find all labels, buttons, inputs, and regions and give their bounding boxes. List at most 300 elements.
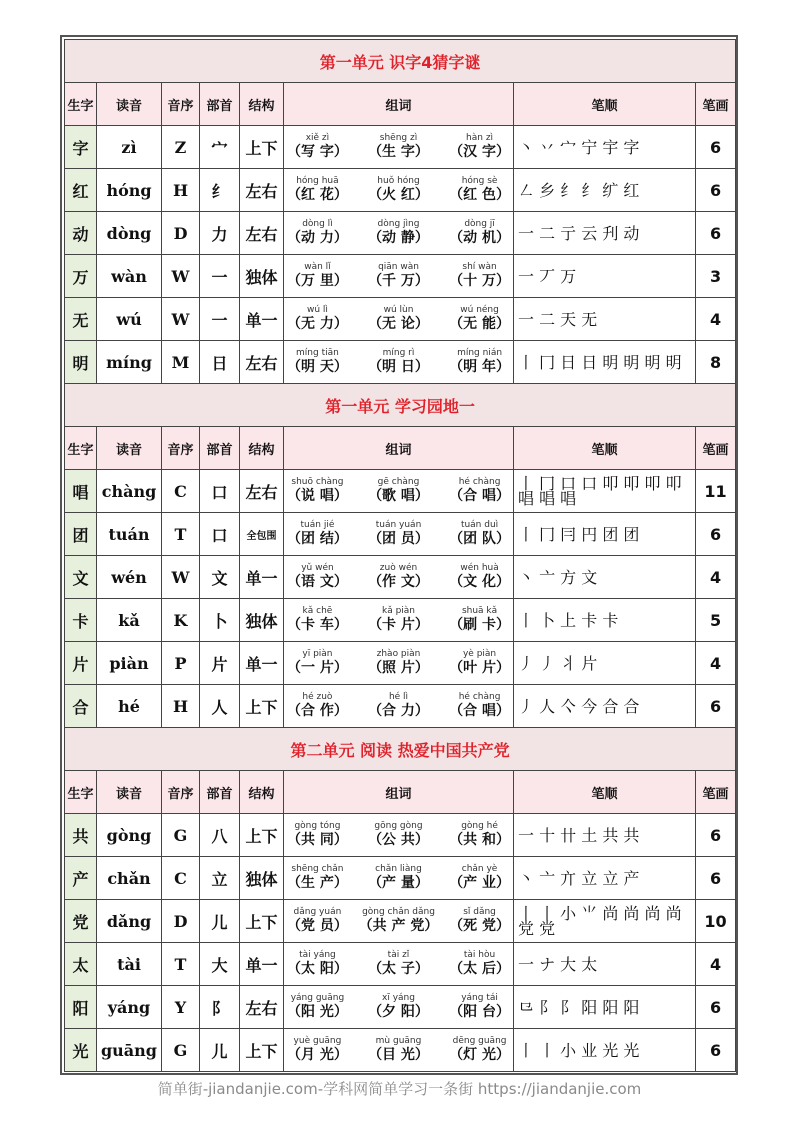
word: [287, 864, 348, 892]
word: [368, 348, 429, 376]
word-group: [284, 943, 514, 986]
word: [368, 864, 429, 892]
stroke-count: 3: [696, 255, 736, 298]
word-group: [284, 986, 514, 1029]
pinyin: chàng: [97, 470, 162, 513]
word-chars: （产 量）: [368, 875, 429, 891]
word-group: [284, 212, 514, 255]
word-chars: （万 里）: [287, 273, 348, 289]
radical: 纟: [200, 169, 240, 212]
pinyin: wén: [97, 556, 162, 599]
table-row: [65, 341, 736, 384]
pinyin-initial: H: [162, 685, 200, 728]
word-pinyin: kǎ chē: [302, 606, 333, 616]
structure: 上下: [240, 814, 284, 857]
column-header: 读音: [97, 83, 162, 126]
word-chars: （刷 卡）: [449, 617, 510, 633]
word-group: [284, 126, 514, 169]
word-chars: （动 力）: [287, 230, 348, 246]
radical: 卜: [200, 599, 240, 642]
word-group: [284, 513, 514, 556]
word-chars: （生 字）: [368, 144, 429, 160]
radical: 力: [200, 212, 240, 255]
word: [368, 821, 429, 849]
word-chars: （卡 片）: [368, 617, 429, 633]
word-pinyin: wú lùn: [383, 305, 414, 315]
structure: 左右: [240, 169, 284, 212]
pinyin-initial: D: [162, 212, 200, 255]
column-header: 音序: [162, 427, 200, 470]
word-pinyin: wú néng: [460, 305, 499, 315]
section-title-row: [65, 384, 736, 427]
pinyin-initial: C: [162, 857, 200, 900]
word-chars: （团 结）: [287, 531, 348, 547]
pinyin-initial: K: [162, 599, 200, 642]
pinyin-initial: W: [162, 298, 200, 341]
character: 合: [65, 685, 97, 728]
word-pinyin: chǎn yè: [461, 864, 498, 874]
word-pinyin: yǔ wén: [301, 563, 334, 573]
word-pinyin: hé zuò: [302, 692, 333, 702]
stroke-order: 丿 人 亽 今 合 合: [514, 685, 696, 728]
structure: 上下: [240, 126, 284, 169]
word: [287, 477, 348, 505]
stroke-order: 丶 丷 宀 宁 宇 字: [514, 126, 696, 169]
word-chars: （合 作）: [287, 703, 348, 719]
character: 产: [65, 857, 97, 900]
column-header: 结构: [240, 427, 284, 470]
word-pinyin: dòng jìng: [377, 219, 420, 229]
table-row: [65, 857, 736, 900]
structure: 独体: [240, 857, 284, 900]
word-pinyin: zuò wén: [379, 563, 418, 573]
radical: 文: [200, 556, 240, 599]
stroke-order: ㇜ 乡 纟 纟 纩 红: [514, 169, 696, 212]
radical: 口: [200, 470, 240, 513]
word-chars: （明 年）: [449, 359, 510, 375]
radical: 儿: [200, 1029, 240, 1072]
pinyin: dǎng: [97, 900, 162, 943]
word: [449, 133, 510, 161]
word-chars: （歌 唱）: [368, 488, 429, 504]
word-pinyin: yī piàn: [302, 649, 333, 659]
word: [449, 1036, 510, 1064]
word-chars: （红 花）: [287, 187, 348, 203]
word-pinyin: tài hòu: [463, 950, 496, 960]
word-pinyin: tài zǐ: [387, 950, 410, 960]
word: [287, 305, 348, 333]
stroke-order: 丨 丨 小 业 光 光: [514, 1029, 696, 1072]
word-chars: （共 同）: [287, 832, 348, 848]
stroke-order: 丨 冂 口 口 叩 叩 叩 叩 唱 唱 唱: [514, 470, 696, 513]
word-chars: （夕 阳）: [368, 1004, 429, 1020]
word-pinyin: wú lì: [306, 305, 328, 315]
word: [368, 262, 429, 290]
column-header: 笔画: [696, 427, 736, 470]
word-pinyin: míng tiān: [296, 348, 339, 358]
column-header: 笔顺: [514, 427, 696, 470]
word-group: [284, 341, 514, 384]
word: [449, 649, 510, 677]
section-title: 第二单元 阅读 热爱中国共产党: [65, 728, 736, 771]
stroke-order: 丶 亠 亣 立 立 产: [514, 857, 696, 900]
word-chars: （红 色）: [449, 187, 510, 203]
word: [449, 176, 510, 204]
word: [449, 305, 510, 333]
word: [287, 950, 348, 978]
watermark: 简单街-jiandanjie.com-学科网简单学习一条街 https://jiandanjie.com: [157, 1080, 642, 1098]
word-chars: （无 能）: [449, 316, 510, 332]
radical: 一: [200, 298, 240, 341]
structure: 左右: [240, 212, 284, 255]
word-pinyin: mù guāng: [375, 1036, 422, 1046]
column-header: 笔画: [696, 83, 736, 126]
word: [368, 649, 429, 677]
pinyin: hóng: [97, 169, 162, 212]
word-pinyin: gē chàng: [377, 477, 420, 487]
word-pinyin: yè piàn: [462, 649, 497, 659]
column-header: 音序: [162, 771, 200, 814]
word: [287, 649, 348, 677]
structure: 左右: [240, 986, 284, 1029]
word: [449, 219, 510, 247]
structure: 左右: [240, 470, 284, 513]
word-chars: （动 静）: [368, 230, 429, 246]
pinyin-initial: Z: [162, 126, 200, 169]
radical: 儿: [200, 900, 240, 943]
table-row: [65, 986, 736, 1029]
column-header: 读音: [97, 771, 162, 814]
word: [449, 950, 510, 978]
stroke-count: 4: [696, 642, 736, 685]
word-chars: （明 天）: [287, 359, 348, 375]
word-chars: （生 产）: [287, 875, 348, 891]
radical: 人: [200, 685, 240, 728]
word-pinyin: huǒ hóng: [377, 176, 420, 186]
word-pinyin: tuán jié: [300, 520, 335, 530]
stroke-order: 丨 冂 冃 円 团 团: [514, 513, 696, 556]
word-chars: （说 唱）: [287, 488, 348, 504]
word-chars: （党 员）: [287, 918, 348, 934]
word: [287, 176, 348, 204]
pinyin: tài: [97, 943, 162, 986]
word-chars: （阳 台）: [449, 1004, 510, 1020]
stroke-order: 一 二 亍 云 刋 动: [514, 212, 696, 255]
word-group: [284, 556, 514, 599]
stroke-order: 一 二 天 无: [514, 298, 696, 341]
word: [287, 692, 348, 720]
word-pinyin: xiě zì: [305, 133, 330, 143]
word-group: [284, 1029, 514, 1072]
structure: 上下: [240, 685, 284, 728]
stroke-count: 6: [696, 685, 736, 728]
table-row: [65, 513, 736, 556]
stroke-count: 6: [696, 1029, 736, 1072]
word: [449, 563, 510, 591]
pinyin: guāng: [97, 1029, 162, 1072]
radical: 大: [200, 943, 240, 986]
radical: 阝: [200, 986, 240, 1029]
pinyin-initial: C: [162, 470, 200, 513]
column-header: 生字: [65, 771, 97, 814]
word: [368, 563, 429, 591]
word-pinyin: zhào piàn: [376, 649, 421, 659]
pinyin: piàn: [97, 642, 162, 685]
word: [368, 219, 429, 247]
stroke-count: 4: [696, 298, 736, 341]
word-chars: （团 员）: [368, 531, 429, 547]
word-chars: （公 共）: [368, 832, 429, 848]
word-pinyin: dēng guāng: [452, 1036, 507, 1046]
column-header: 生字: [65, 83, 97, 126]
stroke-order: 丶 亠 方 文: [514, 556, 696, 599]
word-chars: （作 文）: [368, 574, 429, 590]
word: [449, 348, 510, 376]
table-row: [65, 169, 736, 212]
word: [368, 477, 429, 505]
stroke-count: 6: [696, 814, 736, 857]
pinyin-initial: D: [162, 900, 200, 943]
word-chars: （无 论）: [368, 316, 429, 332]
word: [449, 477, 510, 505]
structure: 单一: [240, 642, 284, 685]
word: [368, 692, 429, 720]
column-header: 音序: [162, 83, 200, 126]
table-row: [65, 943, 736, 986]
word-chars: （太 阳）: [287, 961, 348, 977]
word-pinyin: gòng tóng: [294, 821, 341, 831]
stroke-count: 6: [696, 212, 736, 255]
word-pinyin: yáng guāng: [290, 993, 345, 1003]
word-group: [284, 814, 514, 857]
stroke-count: 8: [696, 341, 736, 384]
word: [287, 1036, 348, 1064]
word: [287, 907, 348, 935]
structure: 左右: [240, 341, 284, 384]
word: [449, 821, 510, 849]
word-pinyin: hóng huā: [296, 176, 339, 186]
word-pinyin: shuā kǎ: [461, 606, 498, 616]
word-pinyin: tuán yuán: [375, 520, 422, 530]
character: 唱: [65, 470, 97, 513]
stroke-order: 丿 丿 ⺦ 片: [514, 642, 696, 685]
pinyin: hé: [97, 685, 162, 728]
character: 明: [65, 341, 97, 384]
table-row: [65, 685, 736, 728]
word-pinyin: yáng tái: [461, 993, 498, 1003]
stroke-count: 11: [696, 470, 736, 513]
word-group: [284, 599, 514, 642]
word-pinyin: dǎng yuán: [293, 907, 342, 917]
word-group: [284, 255, 514, 298]
word-group: [284, 470, 514, 513]
word-pinyin: gòng chǎn dǎng: [362, 907, 435, 917]
character: 片: [65, 642, 97, 685]
word: [449, 692, 510, 720]
word-group: [284, 298, 514, 341]
stroke-count: 6: [696, 513, 736, 556]
pinyin: gòng: [97, 814, 162, 857]
word: [287, 821, 348, 849]
word: [287, 563, 348, 591]
pinyin: wú: [97, 298, 162, 341]
character: 共: [65, 814, 97, 857]
word-pinyin: shēng chǎn: [291, 864, 344, 874]
column-header: 组词: [284, 83, 514, 126]
stroke-count: 5: [696, 599, 736, 642]
table-row: [65, 642, 736, 685]
structure: 单一: [240, 298, 284, 341]
word-chars: （卡 车）: [287, 617, 348, 633]
word-chars: （灯 光）: [449, 1047, 510, 1063]
word-chars: （共 产 党）: [358, 918, 439, 934]
structure: 独体: [240, 599, 284, 642]
word: [368, 993, 429, 1021]
word: [287, 348, 348, 376]
structure: 独体: [240, 255, 284, 298]
word: [368, 133, 429, 161]
word: [287, 520, 348, 548]
radical: 八: [200, 814, 240, 857]
word: [368, 606, 429, 634]
column-header: 读音: [97, 427, 162, 470]
character: 文: [65, 556, 97, 599]
stroke-order: 丨 卜 上 卡 卡: [514, 599, 696, 642]
pinyin: chǎn: [97, 857, 162, 900]
word-chars: （明 日）: [368, 359, 429, 375]
character: 红: [65, 169, 97, 212]
word-chars: （产 业）: [449, 875, 510, 891]
word-chars: （合 唱）: [449, 488, 510, 504]
pinyin: kǎ: [97, 599, 162, 642]
word: [287, 993, 348, 1021]
word-pinyin: yuè guāng: [293, 1036, 342, 1046]
word-pinyin: gòng hé: [461, 821, 498, 831]
pinyin: míng: [97, 341, 162, 384]
word-chars: （语 文）: [287, 574, 348, 590]
table-row: [65, 255, 736, 298]
section-title-row: [65, 728, 736, 771]
word-pinyin: dòng lì: [302, 219, 333, 229]
character: 光: [65, 1029, 97, 1072]
word: [449, 907, 510, 935]
word-chars: （写 字）: [287, 144, 348, 160]
pinyin: dòng: [97, 212, 162, 255]
character: 字: [65, 126, 97, 169]
word: [368, 520, 429, 548]
pinyin: zì: [97, 126, 162, 169]
table-row: [65, 298, 736, 341]
word: [449, 864, 510, 892]
column-header: 笔顺: [514, 83, 696, 126]
character: 党: [65, 900, 97, 943]
word-pinyin: míng rì: [382, 348, 415, 358]
word: [449, 993, 510, 1021]
stroke-order: ⺋ 阝 阝 阳 阳 阳: [514, 986, 696, 1029]
word-pinyin: qiān wàn: [378, 262, 419, 272]
word-group: [284, 857, 514, 900]
word-pinyin: dòng jī: [464, 219, 495, 229]
word-pinyin: hé chàng: [458, 477, 501, 487]
stroke-order: 丨 丨 小 ⺌ 尚 尚 尚 尚 党 党: [514, 900, 696, 943]
word: [368, 1036, 429, 1064]
word: [287, 133, 348, 161]
word-chars: （目 光）: [368, 1047, 429, 1063]
character: 动: [65, 212, 97, 255]
word-chars: （团 队）: [449, 531, 510, 547]
word-pinyin: chǎn liàng: [375, 864, 422, 874]
section-title-row: [65, 40, 736, 83]
column-header: 生字: [65, 427, 97, 470]
stroke-count: 6: [696, 126, 736, 169]
structure: 上下: [240, 1029, 284, 1072]
word: [449, 606, 510, 634]
word-pinyin: hé chàng: [458, 692, 501, 702]
stroke-order: 丨 冂 日 日 明 明 明 明: [514, 341, 696, 384]
pinyin: tuán: [97, 513, 162, 556]
word-pinyin: tuán duì: [460, 520, 499, 530]
word-pinyin: wén huà: [460, 563, 499, 573]
table-row: [65, 599, 736, 642]
pinyin-initial: P: [162, 642, 200, 685]
word-pinyin: míng nián: [457, 348, 503, 358]
word-chars: （千 万）: [368, 273, 429, 289]
word-group: [284, 900, 514, 943]
word-group: [284, 685, 514, 728]
word-pinyin: shí wàn: [462, 262, 497, 272]
word-chars: （太 子）: [368, 961, 429, 977]
pinyin-initial: W: [162, 556, 200, 599]
character-table: [64, 39, 736, 1072]
word-chars: （十 万）: [449, 273, 510, 289]
column-header: 组词: [284, 771, 514, 814]
word-pinyin: shēng zì: [379, 133, 418, 143]
column-header: 结构: [240, 83, 284, 126]
word: [368, 305, 429, 333]
table-row: [65, 212, 736, 255]
column-header: 结构: [240, 771, 284, 814]
word: [287, 262, 348, 290]
structure: 单一: [240, 943, 284, 986]
column-header: 部首: [200, 83, 240, 126]
header-row: [65, 427, 736, 470]
pinyin-initial: T: [162, 513, 200, 556]
word-chars: （文 化）: [449, 574, 510, 590]
word-group: [284, 642, 514, 685]
word: [359, 907, 439, 935]
pinyin-initial: G: [162, 814, 200, 857]
column-header: 笔顺: [514, 771, 696, 814]
column-header: 部首: [200, 427, 240, 470]
word-chars: （一 片）: [287, 660, 348, 676]
radical: 宀: [200, 126, 240, 169]
word-pinyin: xī yáng: [382, 993, 415, 1003]
table-row: [65, 556, 736, 599]
word: [449, 262, 510, 290]
pinyin-initial: Y: [162, 986, 200, 1029]
word: [449, 520, 510, 548]
word-chars: （合 唱）: [449, 703, 510, 719]
word-chars: （照 片）: [368, 660, 429, 676]
word-pinyin: gōng gòng: [374, 821, 423, 831]
word-pinyin: hàn zì: [466, 133, 494, 143]
word-pinyin: tài yáng: [299, 950, 336, 960]
radical: 口: [200, 513, 240, 556]
word-chars: （太 后）: [449, 961, 510, 977]
character: 太: [65, 943, 97, 986]
table-row: [65, 900, 736, 943]
stroke-count: 4: [696, 556, 736, 599]
